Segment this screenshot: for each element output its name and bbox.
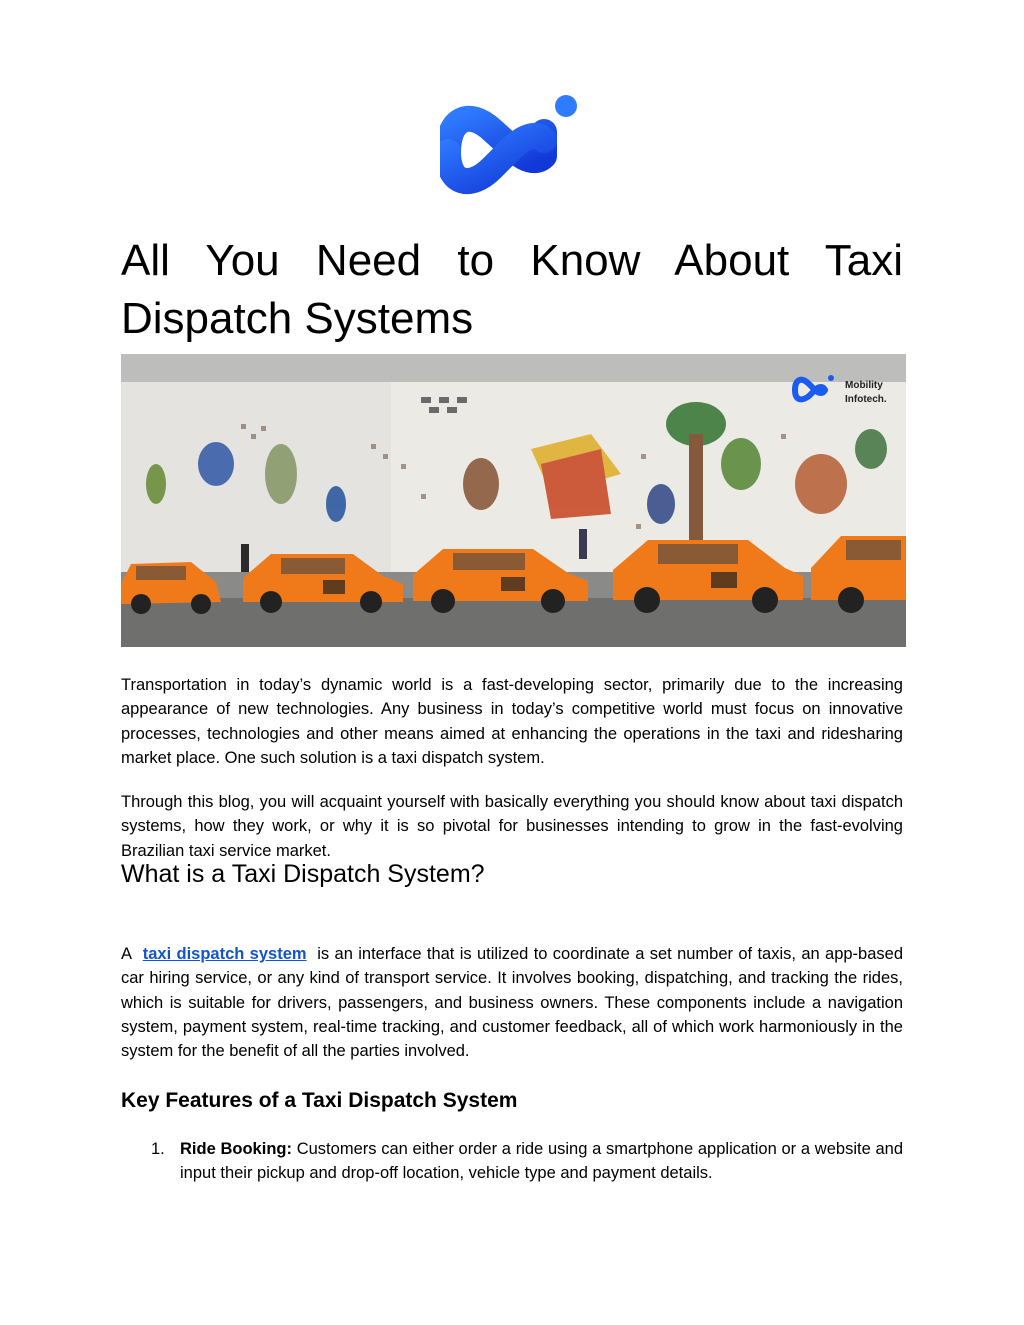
section-heading-what-is: What is a Taxi Dispatch System? [121, 860, 485, 888]
list-item-text: Customers can either order a ride using a smartphone application or a website and input their pickup and drop-off location, vehicle type and payment details. [180, 1140, 904, 1183]
hero-image [121, 354, 906, 647]
svg-text:Mobility: Mobility [845, 380, 883, 391]
mi-logo-icon [440, 90, 582, 198]
definition-text: is an interface that is utilized to coordinate a set number of taxis, an app-based car hiring service, or any kind of transport service. It involves booking, dispatching, and tracking the rides, which is suitable for drivers, passengers, and business owners. These components include a navigation system, payment system, real-time tracking, and customer feedback, all of which work harmoniously in the system for the benefit of all the parties involved. [121, 945, 904, 1061]
blog-intro-paragraph: Through this blog, you will acquaint yourself with basically everything you should know about taxi dispatch systems, how they work, or why it is so pivotal for businesses intending to grow in the fast-evolving Brazilian taxi service market. [121, 793, 903, 860]
section-heading-key-features: Key Features of a Taxi Dispatch System [121, 1089, 518, 1112]
taxi-dispatch-system-link[interactable]: taxi dispatch system [142, 945, 307, 963]
list-item-label: Ride Booking: [180, 1140, 292, 1158]
intro-paragraph: Transportation in today’s dynamic world is a fast-developing sector, primarily due to the increasing appearance of new technologies. Any business in today’s competitive world must focus on innovative processes, technologies and other means aimed at enhancing the operations in the taxi and ridesharing market place. One such solution is a taxi dispatch system. [121, 676, 903, 767]
definition-paragraph [121, 942, 903, 1063]
definition-prefix: A [121, 945, 133, 963]
page-title: All You Need to Know About Taxi Dispatch Systems [121, 236, 903, 343]
list-item [121, 1137, 903, 1186]
list-item-number: 1. [151, 1140, 165, 1158]
svg-text:Infotech.: Infotech. [845, 394, 887, 405]
